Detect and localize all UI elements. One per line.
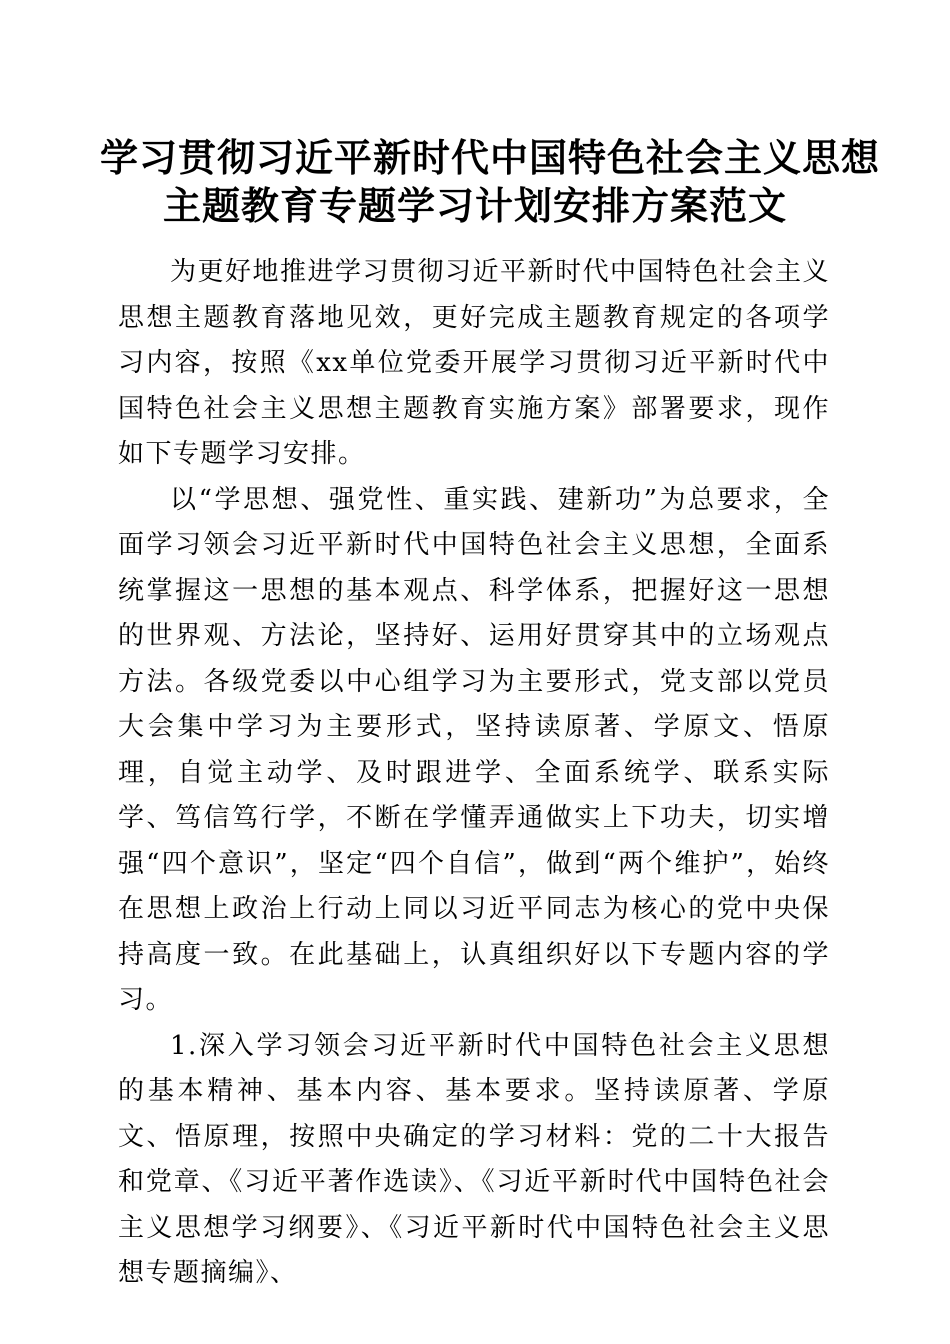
document-title <box>100 134 881 230</box>
paragraph-requirements: 以“学思想、强党性、重实践、建新功”为总要求，全面学习领会习近平新时代中国特色社会主义思想，全面系统掌握这一思想的基本观点、科学体系，把握好这一思想的世界观、方法论，坚持好、运用好贯穿其中的立场观点方法。各级党委以中心组学习为主要形式，党支部以党员大会集中学习为主要形式，坚持读原著、学原文、悟原理，自觉主动学、及时跟进学、全面系统学、联系实际学、笃信笃行学，不断在学懂弄通做实上下功夫，切实增强“四个意识”，坚定“四个自信”，做到“两个维护”，始终在思想上政治上行动上同以习近平同志为核心的党中央保持高度一致。在此基础上，认真组织好以下专题内容的学习。 <box>118 484 830 1015</box>
title-line-1: 学习贯彻习近平新时代中国特色社会主义思想 <box>100 135 881 180</box>
title-line-2: 主题教育专题学习计划安排方案范文 <box>162 183 787 228</box>
document-body <box>118 250 830 1297</box>
paragraph-item-1: 1.深入学习领会习近平新时代中国特色社会主义思想的基本精神、基本内容、基本要求。坚持读原著、学原文、悟原理，按照中央确定的学习材料：党的二十大报告和党章、《习近平著作选读》、《习近平新时代中国特色社会主义思想学习纲要》、《习近平新时代中国特色社会主义思想专题摘编》、 <box>118 1030 830 1288</box>
paragraph-intro: 为更好地推进学习贯彻习近平新时代中国特色社会主义思想主题教育落地见效，更好完成主题教育规定的各项学习内容，按照《xx单位党委开展学习贯彻习近平新时代中国特色社会主义思想主题教育实施方案》部署要求，现作如下专题学习安排。 <box>118 257 831 469</box>
